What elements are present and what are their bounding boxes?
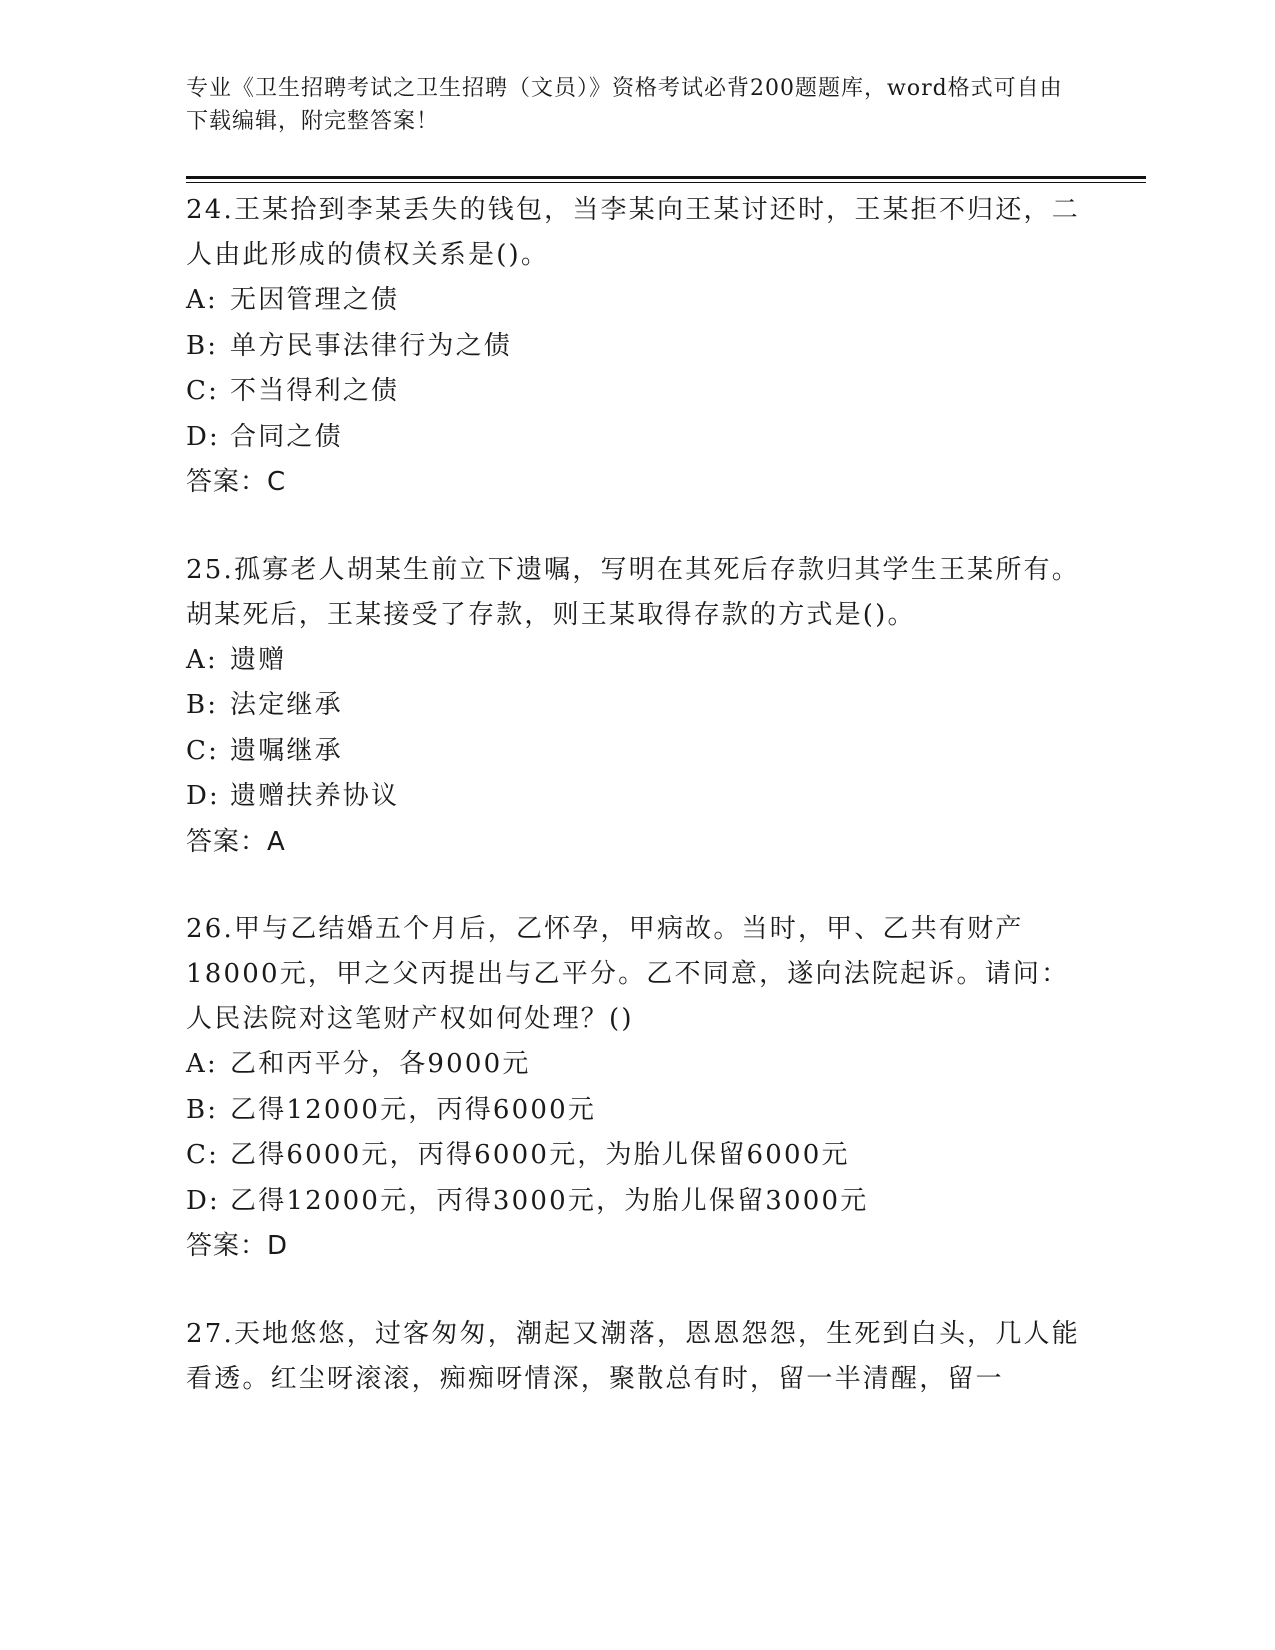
- option-letter: C:: [186, 376, 220, 406]
- option-d: [186, 415, 1086, 461]
- header-divider-thin: [186, 182, 1146, 183]
- option-text: 遗赠: [230, 644, 287, 675]
- option-letter: C:: [186, 1140, 220, 1170]
- option-letter: D:: [186, 421, 221, 452]
- answer-line: 答案：A: [186, 826, 286, 857]
- option-text: 遗赠扶养协议: [230, 781, 400, 811]
- option-text: 乙和丙平分，各9000元: [230, 1049, 531, 1079]
- question-stem: 24.王某拾到李某丢失的钱包，当李某向王某讨还时，王某拒不归还，二人由此形成的债权关系是()。: [186, 195, 1080, 270]
- option-letter: A:: [186, 285, 218, 315]
- question-26: [186, 907, 1086, 1270]
- answer-line: 答案：C: [186, 467, 287, 497]
- question-27: [186, 1312, 1086, 1402]
- question-stem: 26.甲与乙结婚五个月后，乙怀孕，甲病故。当时，甲、乙共有财产18000元，甲之父丙提出与乙平分。乙不同意，遂向法院起诉。请问：人民法院对这笔财产权如何处理？(): [186, 914, 1070, 1034]
- question-list: [186, 188, 1086, 1444]
- question-stem: 25.孤寡老人胡某生前立下遗嘱，写明在其死后存款归其学生王某所有。胡某死后，王某接受了存款，则王某取得存款的方式是()。: [186, 554, 1080, 630]
- option-d: [186, 774, 1086, 820]
- option-letter: A:: [186, 1049, 218, 1079]
- option-b: [186, 324, 1086, 370]
- question-24: [186, 188, 1086, 506]
- option-letter: B:: [186, 1094, 219, 1125]
- option-letter: A:: [186, 644, 218, 675]
- option-text: 法定继承: [230, 690, 343, 720]
- option-c: [186, 369, 1086, 415]
- option-text: 合同之债: [230, 421, 343, 452]
- option-text: 乙得12000元，丙得3000元，为胎儿保留3000元: [230, 1185, 869, 1216]
- header-divider-thick: [186, 176, 1146, 179]
- option-letter: B:: [186, 690, 219, 720]
- option-c: [186, 729, 1086, 775]
- option-letter: C:: [186, 735, 220, 766]
- option-c: [186, 1133, 1086, 1179]
- option-a: [186, 1042, 1086, 1088]
- option-a: [186, 278, 1086, 324]
- option-text: 单方民事法律行为之债: [230, 330, 513, 361]
- option-letter: D:: [186, 781, 221, 811]
- option-a: [186, 638, 1086, 684]
- option-text: 乙得12000元，丙得6000元: [230, 1094, 597, 1125]
- document-header: [186, 72, 1066, 138]
- option-text: 无因管理之债: [230, 285, 400, 315]
- answer-line: 答案：D: [186, 1231, 289, 1261]
- option-d: [186, 1179, 1086, 1225]
- option-letter: B:: [186, 330, 219, 361]
- question-stem: 27.天地悠悠，过客匆匆，潮起又潮落，恩恩怨怨，生死到白头，几人能看透。红尘呀滚滚，痴痴呀情深，聚散总有时，留一半清醒，留一: [186, 1318, 1080, 1394]
- option-text: 遗嘱继承: [230, 735, 343, 766]
- option-text: 乙得6000元，丙得6000元，为胎儿保留6000元: [230, 1140, 850, 1170]
- option-letter: D:: [186, 1185, 221, 1216]
- option-b: [186, 1088, 1086, 1134]
- option-b: [186, 683, 1086, 729]
- option-text: 不当得利之债: [230, 376, 400, 406]
- question-25: [186, 548, 1086, 866]
- header-title: 专业《卫生招聘考试之卫生招聘（文员）》资格考试必背200题题库，word格式可自由下载编辑，附完整答案！: [186, 76, 1063, 134]
